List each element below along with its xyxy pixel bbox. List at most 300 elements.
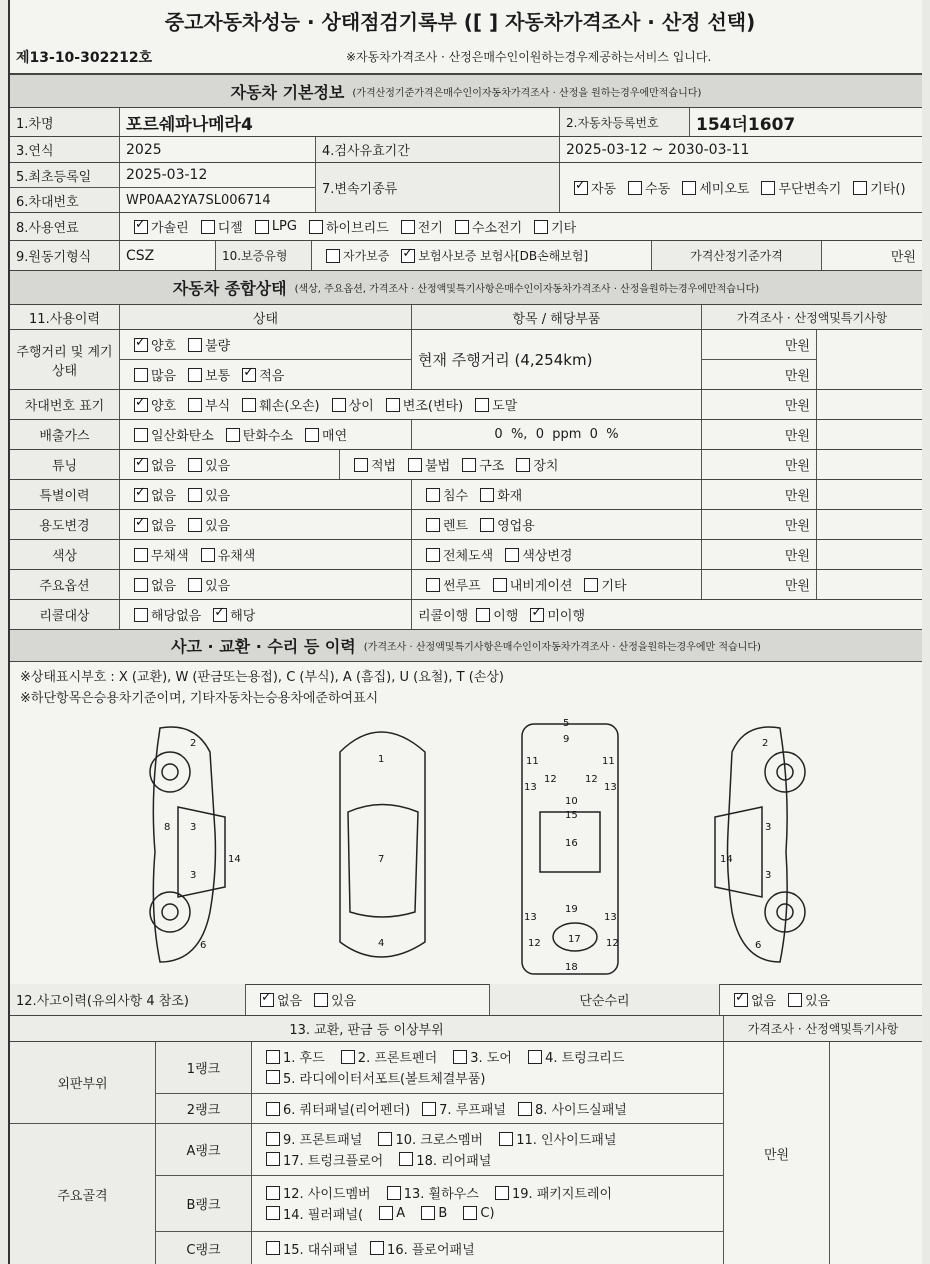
parts-price-unit: 만원 — [724, 1042, 830, 1264]
checkbox-icon — [505, 548, 519, 562]
special-fire-label: 화재 — [497, 489, 523, 504]
odometer-state-1 — [120, 330, 412, 360]
trans-cvt[interactable] — [753, 178, 841, 197]
right-label-3a: 3 — [765, 822, 772, 833]
rank1-items — [252, 1042, 724, 1094]
usechange-items — [412, 510, 702, 539]
tuning-illegal[interactable] — [400, 455, 450, 474]
hist-none-label: 없음 — [277, 994, 303, 1009]
repair-none-label: 없음 — [751, 994, 777, 1009]
odo-good[interactable] — [126, 335, 176, 354]
tuning-yes[interactable] — [180, 455, 230, 474]
part-front-panel[interactable] — [258, 1129, 362, 1148]
main-option-row — [10, 570, 922, 600]
usechg-yes[interactable] — [180, 515, 230, 534]
checkbox-icon — [226, 428, 240, 442]
option-items — [412, 570, 702, 599]
under-label-19: 19 — [565, 904, 578, 915]
left-rear-hub — [162, 904, 178, 920]
car-name-value: 포르쉐파나메라4 — [120, 108, 560, 136]
vin-diff-label: 상이 — [348, 399, 374, 414]
hist-none[interactable] — [252, 990, 302, 1009]
emission-co-label: 일산화탄소 — [151, 429, 214, 444]
simple-repair-options — [720, 984, 922, 1015]
tuning-options — [120, 450, 340, 479]
fuel-hybrid[interactable] — [301, 217, 389, 236]
status-title: 자동차 종합상태 — [172, 279, 287, 298]
left-label-14: 14 — [228, 854, 241, 865]
checkbox-icon — [574, 181, 588, 195]
checkbox-icon — [266, 1132, 280, 1146]
car-name-row — [10, 108, 922, 137]
checkbox-icon — [332, 398, 346, 412]
accident-hist-options — [246, 984, 490, 1015]
tuning-price-unit: 만원 — [702, 450, 817, 479]
warranty-self-label: 자가보증 — [343, 249, 390, 263]
checkbox-icon — [201, 220, 215, 234]
odo-few[interactable] — [234, 365, 284, 384]
vin-corrosion[interactable] — [180, 395, 230, 414]
recall-not-done[interactable] — [522, 605, 585, 624]
checkbox-icon — [341, 1050, 355, 1064]
checkbox-icon — [134, 578, 148, 592]
rank1-label: 1랭크 — [156, 1042, 252, 1094]
checkbox-icon — [426, 578, 440, 592]
right-label-14: 14 — [720, 854, 733, 865]
accident-heading-row — [10, 630, 922, 662]
car-damage-diagram — [10, 712, 922, 985]
odo-normal[interactable] — [180, 365, 230, 384]
color-change[interactable] — [497, 545, 572, 564]
left-rear-wheel — [150, 892, 190, 932]
part-side-member[interactable] — [258, 1183, 371, 1202]
doc-number: 제13-10-302212호 — [16, 49, 153, 66]
under-label-15: 15 — [565, 810, 578, 821]
part-pillar-panel[interactable] — [258, 1204, 363, 1223]
under-label-12a: 12 — [544, 774, 557, 785]
recall-item-label: 리콜이행 — [418, 609, 469, 624]
warranty-label: 10.보증유형 — [216, 241, 312, 270]
parts-heading: 13. 교환, 판금 등 이상부위 — [10, 1016, 724, 1041]
part-trunk-floor[interactable] — [258, 1150, 383, 1169]
checkbox-icon — [401, 249, 415, 263]
part-inside-panel-label: 11. 인사이드패널 — [516, 1133, 617, 1148]
checkbox-icon — [305, 428, 319, 442]
vin-good-label: 양호 — [151, 399, 177, 414]
part-inside-panel[interactable] — [491, 1129, 616, 1148]
fuel-electric-label: 전기 — [417, 221, 443, 236]
tuning-device[interactable] — [508, 455, 558, 474]
recall-label: 리콜대상 — [10, 600, 120, 629]
rankA-label: A랭크 — [156, 1124, 252, 1176]
part-door[interactable] — [445, 1047, 512, 1066]
part-floor-panel[interactable] — [362, 1239, 475, 1258]
part-front-fender-label: 2. 프론트펜더 — [357, 1051, 438, 1066]
part-wheel-house[interactable] — [379, 1183, 479, 1202]
recall-options — [120, 600, 412, 629]
top-label-1: 1 — [378, 754, 385, 765]
checkbox-icon — [188, 338, 202, 352]
top-label-7: 7 — [378, 854, 385, 865]
part-radiator-support[interactable] — [258, 1068, 486, 1087]
hist-yes[interactable] — [306, 990, 356, 1009]
fuel-row — [10, 213, 922, 241]
recall-done[interactable] — [468, 605, 518, 624]
fuel-hydrogen-label: 수소전기 — [471, 221, 523, 236]
checkbox-icon — [314, 993, 328, 1007]
vin-damage[interactable] — [234, 395, 319, 414]
color-options — [120, 540, 412, 569]
fuel-other[interactable] — [526, 217, 576, 236]
fuel-lpg[interactable] — [247, 219, 297, 234]
checkbox-icon — [761, 181, 775, 195]
tuning-legal-label: 적법 — [371, 459, 397, 474]
left-label-3a: 3 — [190, 822, 197, 833]
option-label: 주요옵션 — [10, 570, 120, 599]
checkbox-icon — [309, 220, 323, 234]
under-label-11a: 11 — [526, 756, 539, 767]
trans-semi[interactable] — [674, 178, 749, 197]
left-label-3b: 3 — [190, 870, 197, 881]
under-label-13c: 13 — [524, 912, 537, 923]
checkbox-icon — [370, 1241, 384, 1255]
warranty-insurer-label: 보험사보증 보험사[DB손해보험] — [418, 249, 589, 263]
main-frame-label: 주요골격 — [10, 1124, 156, 1264]
pillar-b[interactable] — [413, 1206, 447, 1221]
trans-manual[interactable] — [620, 178, 670, 197]
basic-info-note: (가격산정기준가격은매수인이자동차가격조사 · 산정을 원하는경우에만적습니다) — [352, 87, 702, 99]
tuning-device-label: 장치 — [533, 459, 559, 474]
part-pillar-panel-label: 14. 필러패널( — [283, 1207, 364, 1223]
pillar-b-label: B — [438, 1205, 448, 1221]
rankC-label: C랭크 — [156, 1232, 252, 1264]
part-dash-panel[interactable] — [258, 1239, 358, 1258]
checkbox-icon — [528, 1050, 542, 1064]
vin-good[interactable] — [126, 395, 176, 414]
fuel-label: 8.사용연료 — [10, 213, 120, 240]
left-label-6: 6 — [200, 940, 207, 951]
part-dash-panel-label: 15. 대쉬패널 — [283, 1242, 359, 1258]
checkbox-icon — [134, 488, 148, 502]
checkbox-icon — [426, 518, 440, 532]
option-sunroof[interactable] — [418, 575, 481, 594]
tuning-legal[interactable] — [346, 455, 396, 474]
checkbox-icon — [408, 458, 422, 472]
tuning-none-label: 없음 — [151, 459, 177, 474]
part-front-panel-label: 9. 프론트패널 — [283, 1133, 363, 1148]
under-label-13a: 13 — [524, 782, 537, 793]
checkbox-icon — [134, 428, 148, 442]
checkbox-icon — [201, 548, 215, 562]
checkbox-icon — [516, 458, 530, 472]
car-name-label: 1.차명 — [10, 108, 120, 136]
special-yes-label: 있음 — [205, 489, 231, 504]
checkbox-icon — [455, 220, 469, 234]
checkbox-icon — [134, 608, 148, 622]
parts-grid — [10, 1042, 922, 1264]
checkbox-icon — [134, 518, 148, 532]
checkbox-icon — [493, 578, 507, 592]
option-yes-label: 있음 — [205, 579, 231, 594]
recall-yes-label: 해당 — [230, 609, 256, 624]
usechg-none-label: 없음 — [151, 519, 177, 534]
parts-price-heading: 가격조사 · 산정액및특기사항 — [724, 1016, 922, 1041]
fuel-diesel-label: 디젤 — [217, 221, 243, 236]
checkbox-icon — [422, 1102, 436, 1116]
rankB-items — [252, 1176, 724, 1232]
checkbox-icon — [188, 458, 202, 472]
part-hood-label: 1. 후드 — [283, 1051, 325, 1066]
right-label-3b: 3 — [765, 870, 772, 881]
part-cross-member[interactable] — [370, 1129, 483, 1148]
odo-bad[interactable] — [180, 335, 230, 354]
part-radiator-support-label: 5. 라디에이터서포트(볼트체결부품) — [283, 1071, 486, 1087]
accident-history-row — [10, 984, 922, 1016]
pillar-a-label: A — [396, 1205, 406, 1221]
part-package-tray-label: 19. 패키지트레이 — [511, 1187, 613, 1202]
checkbox-icon — [387, 1186, 401, 1200]
option-sunroof-label: 썬루프 — [443, 579, 481, 594]
odometer-row — [10, 330, 922, 390]
emission-smoke-label: 매연 — [322, 429, 348, 444]
recall-yes[interactable] — [205, 605, 255, 624]
option-navi[interactable] — [485, 575, 573, 594]
vin-smear[interactable] — [467, 395, 517, 414]
current-mileage: 현재 주행거리 (4,254km) — [412, 330, 702, 389]
transmission-options — [560, 163, 922, 212]
col-state: 상태 — [120, 305, 412, 329]
emission-smoke[interactable] — [297, 425, 347, 444]
part-rear-panel-label: 18. 리어패널 — [416, 1153, 492, 1169]
checkbox-icon — [476, 608, 490, 622]
trans-manual-label: 수동 — [645, 182, 671, 197]
rank2-items — [252, 1094, 724, 1124]
pillar-c[interactable] — [455, 1206, 494, 1221]
emission-hc[interactable] — [218, 425, 293, 444]
part-hood[interactable] — [258, 1047, 325, 1066]
rankA-items — [252, 1124, 724, 1176]
pillar-a[interactable] — [371, 1206, 405, 1221]
passenger-car-note: ※하단항목은승용차기준이며, 기타자동차는승용차에준하여표시 — [20, 691, 379, 706]
checkbox-icon — [628, 181, 642, 195]
service-notice: ※자동차가격조사 · 산정은매수인이원하는경우제공하는서비스 입니다. — [346, 50, 712, 64]
checkbox-icon — [378, 1132, 392, 1146]
special-row — [10, 480, 922, 510]
emission-label: 배출가스 — [10, 420, 120, 449]
part-cross-member-label: 10. 크로스멤버 — [395, 1133, 484, 1148]
tuning-structure[interactable] — [454, 455, 504, 474]
tuning-row — [10, 450, 922, 480]
warranty-self[interactable] — [318, 247, 389, 264]
checkbox-icon — [260, 993, 274, 1007]
trans-semi-label: 세미오토 — [699, 182, 750, 197]
odometer-state-2 — [120, 360, 412, 389]
vin-plate-row — [10, 390, 922, 420]
fuel-diesel[interactable] — [193, 217, 243, 236]
right-door — [715, 807, 762, 897]
color-full-paint[interactable] — [418, 545, 493, 564]
option-yes[interactable] — [180, 575, 230, 594]
checkbox-icon — [495, 1186, 509, 1200]
special-fire[interactable] — [472, 485, 522, 504]
document-title: 중고자동차성능 · 상태점검기록부 ([ ] 자동차가격조사 · 산정 선택) — [164, 10, 756, 34]
checkbox-icon — [188, 578, 202, 592]
tuning-items — [340, 450, 702, 479]
trans-auto[interactable] — [566, 178, 616, 197]
doc-number-row — [10, 40, 922, 74]
vin-alter[interactable] — [378, 395, 463, 414]
checkbox-icon — [242, 398, 256, 412]
odometer-label: 주행거리 및 계기상태 — [10, 330, 120, 389]
right-label-2: 2 — [762, 738, 769, 749]
color-chromatic[interactable] — [193, 545, 256, 564]
accident-heading — [10, 630, 922, 661]
usechange-options — [120, 510, 412, 539]
checkbox-icon — [266, 1186, 280, 1200]
checkbox-icon — [326, 249, 340, 263]
checkbox-icon — [134, 220, 148, 234]
part-side-sill-label: 8. 사이드실패널 — [534, 1103, 627, 1118]
option-other[interactable] — [576, 575, 626, 594]
part-front-fender[interactable] — [333, 1047, 437, 1066]
checkbox-icon — [463, 1206, 477, 1220]
trans-auto-label: 자동 — [591, 182, 617, 197]
usechg-rent[interactable] — [418, 515, 468, 534]
under-label-18: 18 — [565, 962, 578, 973]
fuel-gasoline-label: 가솔린 — [151, 221, 189, 236]
checkbox-icon — [266, 1206, 280, 1220]
checkbox-icon — [134, 398, 148, 412]
vin-damage-label: 훼손(오손) — [259, 399, 320, 414]
under-label-12d: 12 — [606, 938, 619, 949]
inspection-record-page — [8, 0, 922, 1264]
year-value: 2025 — [120, 137, 316, 162]
recall-done-label: 이행 — [493, 609, 519, 624]
trans-cvt-label: 무단변속기 — [778, 182, 842, 197]
tuning-label: 튜닝 — [10, 450, 120, 479]
checkbox-icon — [354, 458, 368, 472]
part-quarter-panel[interactable] — [258, 1099, 410, 1118]
recall-na[interactable] — [126, 605, 201, 624]
checkbox-icon — [266, 1050, 280, 1064]
color-change-label: 색상변경 — [522, 549, 573, 564]
status-heading — [10, 271, 922, 304]
reg-no-label: 2.자동차등록번호 — [560, 108, 690, 136]
price-basis-unit: 만원 — [890, 250, 916, 265]
repair-none[interactable] — [726, 990, 776, 1009]
checkbox-icon — [426, 548, 440, 562]
checkbox-icon — [134, 458, 148, 472]
part-trunk-lid[interactable] — [520, 1047, 624, 1066]
basic-info-title: 자동차 기본정보 — [230, 82, 345, 102]
emission-hc-label: 탄화수소 — [242, 429, 294, 444]
option-none[interactable] — [126, 575, 176, 594]
warranty-options — [312, 241, 652, 270]
pillar-c-label: C) — [480, 1205, 495, 1221]
fuel-gasoline[interactable] — [126, 217, 189, 236]
fuel-hybrid-label: 하이브리드 — [325, 221, 389, 236]
emission-co[interactable] — [126, 425, 214, 444]
emission-values: 0 %, 0 ppm 0 % — [412, 420, 702, 449]
color-full-paint-label: 전체도색 — [443, 549, 494, 564]
part-roof-panel[interactable] — [414, 1099, 506, 1118]
recall-row — [10, 600, 922, 630]
inspect-value: 2025-03-12 ~ 2030-03-11 — [566, 141, 750, 158]
trans-other-label: 기타() — [870, 182, 906, 197]
rankC-items — [252, 1232, 724, 1264]
checkbox-icon — [499, 1132, 513, 1146]
vin-value: WP0AA2YA7SL006714 — [120, 188, 316, 212]
usechg-price-unit: 만원 — [702, 510, 817, 539]
odo-many[interactable] — [126, 365, 176, 384]
special-none-label: 없음 — [151, 489, 177, 504]
status-note: (색상, 주요옵션, 가격조사 · 산정액및특기사항은매수인이자동차가격조사 · 산정을원하는경우에만적습니다) — [294, 284, 760, 295]
engine-label: 9.원동기형식 — [10, 241, 120, 270]
usechg-none[interactable] — [126, 515, 176, 534]
usechg-rent-label: 렌트 — [443, 519, 469, 534]
checkbox-icon — [386, 398, 400, 412]
part-rear-panel[interactable] — [391, 1150, 491, 1169]
checkbox-icon — [421, 1206, 435, 1220]
checkbox-icon — [530, 608, 544, 622]
usechg-business[interactable] — [472, 515, 535, 534]
emission-options — [120, 420, 412, 449]
checkbox-icon — [379, 1206, 393, 1220]
part-quarter-panel-label: 6. 쿼터패널(리어펜더) — [283, 1103, 411, 1118]
fuel-hydrogen[interactable] — [447, 217, 522, 236]
vin-diff[interactable] — [324, 395, 374, 414]
warranty-insurer[interactable] — [393, 247, 588, 264]
outer-panel-label: 외판부위 — [10, 1042, 156, 1124]
color-achromatic-label: 무채색 — [151, 549, 189, 564]
special-flood[interactable] — [418, 485, 468, 504]
checkbox-icon — [188, 398, 202, 412]
part-package-tray[interactable] — [487, 1183, 612, 1202]
special-none[interactable] — [126, 485, 176, 504]
reg-no-value: 154더1607 — [696, 114, 796, 135]
option-navi-label: 내비게이션 — [509, 579, 573, 594]
usechg-business-label: 영업용 — [497, 519, 535, 534]
trans-other[interactable] — [845, 178, 905, 197]
checkbox-icon — [266, 1152, 280, 1166]
repair-yes[interactable] — [780, 990, 830, 1009]
right-rear-hub — [777, 904, 793, 920]
special-yes[interactable] — [180, 485, 230, 504]
color-achromatic[interactable] — [126, 545, 189, 564]
col-usage: 11.사용이력 — [10, 305, 120, 329]
under-label-10: 10 — [565, 796, 578, 807]
under-label-11b: 11 — [602, 756, 615, 767]
checkbox-icon — [853, 181, 867, 195]
col-item: 항목 / 해당부품 — [412, 305, 702, 329]
special-items — [412, 480, 702, 509]
option-none-label: 없음 — [151, 579, 177, 594]
color-chromatic-label: 유채색 — [217, 549, 256, 564]
under-label-16: 16 — [565, 838, 578, 849]
recall-not-done-label: 미이행 — [547, 609, 586, 624]
checkbox-icon — [475, 398, 489, 412]
top-body — [340, 732, 425, 957]
fuel-electric[interactable] — [393, 217, 443, 236]
year-row — [10, 137, 922, 163]
special-price-unit: 만원 — [702, 480, 817, 509]
part-side-sill[interactable] — [510, 1099, 627, 1118]
under-label-13b: 13 — [604, 782, 617, 793]
vin-smear-label: 도말 — [492, 399, 518, 414]
repair-yes-label: 있음 — [805, 994, 831, 1009]
right-label-6: 6 — [755, 940, 762, 951]
tuning-none[interactable] — [126, 455, 176, 474]
